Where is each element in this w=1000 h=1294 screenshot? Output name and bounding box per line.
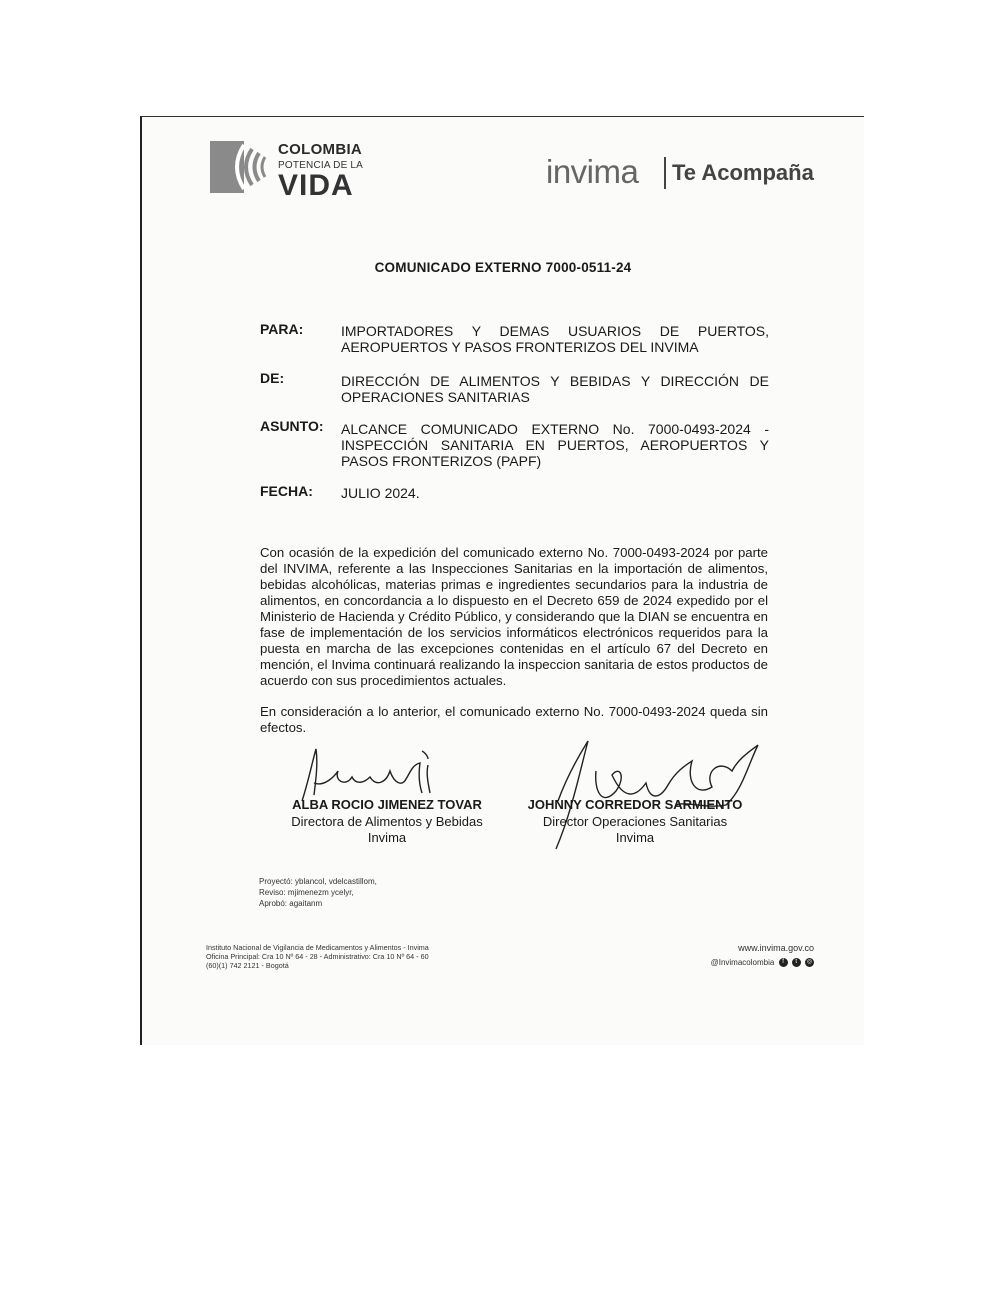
asunto-label: ASUNTO:	[260, 418, 324, 434]
twitter-icon[interactable]: t	[792, 958, 801, 967]
colombia-wave-icon	[210, 139, 268, 199]
social-handle: @Invimacolombia	[710, 958, 775, 967]
brand-line-3: VIDA	[278, 169, 354, 202]
facebook-icon[interactable]: f	[779, 958, 788, 967]
credit-reviewed: Reviso: mjimenezm ycelyr,	[259, 888, 354, 897]
fecha-value: JULIO 2024.	[341, 485, 420, 501]
de-label: DE:	[260, 370, 285, 386]
signatory-2-name: JOHNNY CORREDOR SARMIENTO	[527, 797, 743, 812]
para-label: PARA:	[260, 321, 304, 337]
fecha-label: FECHA:	[260, 483, 313, 499]
credit-approved: Aprobó: agaitanm	[259, 899, 323, 908]
signatory-2-org: Invima	[615, 830, 655, 845]
footer-line-1: Instituto Nacional de Vigilancia de Medicamentos y Alimentos - Invima	[206, 943, 429, 952]
asunto-value: ALCANCE COMUNICADO EXTERNO No. 7000-0493-2024 - INSPECCIÓN SANITARIA EN PUERTOS, AEROPUERTOS Y PASOS FRONTERIZOS (PAPF)	[341, 421, 769, 469]
para-value: IMPORTADORES Y DEMAS USUARIOS DE PUERTOS, AEROPUERTOS Y PASOS FRONTERIZOS DEL INVIMA	[341, 323, 769, 355]
footer-address	[206, 943, 429, 970]
footer-line-2: Oficina Principal: Cra 10 Nº 64 - 28 - Administrativo: Cra 10 Nº 64 - 60	[206, 952, 429, 961]
invima-logo	[546, 153, 836, 193]
colombia-logo	[210, 139, 380, 202]
de-value: DIRECCIÓN DE ALIMENTOS Y BEBIDAS Y DIRECCIÓN DE OPERACIONES SANITARIAS	[341, 373, 769, 405]
signatory-1-org: Invima	[367, 830, 407, 845]
brand-line-2: POTENCIA DE LA	[278, 160, 364, 171]
instagram-icon[interactable]: ◎	[806, 959, 813, 966]
social-links	[711, 958, 814, 967]
credit-projected: Proyectó: yblancol, vdelcastillom,	[259, 877, 377, 886]
invima-wordmark: invima	[546, 153, 639, 190]
logo-divider	[664, 157, 666, 189]
brand-line-1: COLOMBIA	[278, 141, 363, 158]
document-title: COMUNICADO EXTERNO 7000-0511-24	[374, 260, 632, 275]
signatory-2-role: Director Operaciones Sanitarias	[542, 814, 728, 829]
document-page	[140, 116, 864, 1045]
body-paragraph-2: En consideración a lo anterior, el comunicado externo No. 7000-0493-2024 queda sin efectos.	[260, 704, 768, 735]
agency-slogan: Te Acompaña	[672, 160, 814, 185]
website-link[interactable]: www.invima.gov.co	[738, 943, 814, 953]
signature-jimenez	[294, 743, 474, 803]
signatory-1-name: ALBA ROCIO JIMENEZ TOVAR	[292, 797, 482, 812]
signatory-1-role: Directora de Alimentos y Bebidas	[291, 814, 483, 829]
body-paragraph-1: Con ocasión de la expedición del comunicado externo No. 7000-0493-2024 por parte del INVIMA, referente a las Inspecciones Sanitarias en la importación de alimentos, bebidas alcohólicas, materias primas e ingredientes secundarios para la industria de alimentos, en concordancia a lo dispuesto en el Decreto 659 de 2024 expedido por el Ministerio de Hacienda y Crédito Público, y considerando que la DIAN se encuentra en fase de implementación de los servicios informáticos electrónicos requeridos para la puesta en marcha de las excepciones contenidas en el artículo 67 del Decreto en mención, el Invima continuará realizando la inspeccion sanitaria de estos productos de acuerdo con sus procedimientos actuales.	[260, 545, 768, 688]
footer-line-3: (60)(1) 742 2121 - Bogotá	[206, 961, 289, 970]
